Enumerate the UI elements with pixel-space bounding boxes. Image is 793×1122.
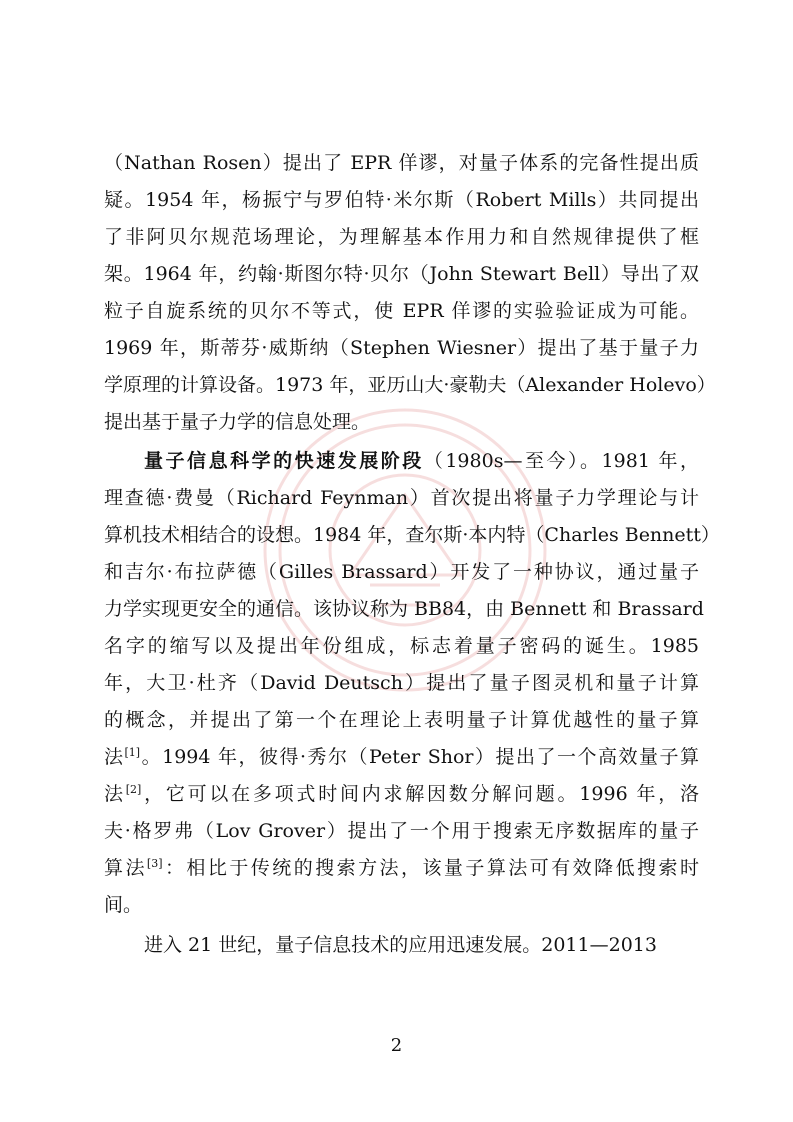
text-line: （Nathan Rosen）提出了 EPR 佯谬，对量子体系的完备性提出质	[104, 152, 699, 174]
text-line: 了非阿贝尔规范场理论，为理解基本作用力和自然规律提供了框	[104, 226, 699, 248]
citation-ref-3: [3]	[146, 857, 163, 870]
citation-ref-1: [1]	[124, 746, 141, 759]
text-line: 学原理的计算设备。1973 年，亚历山大·豪勒夫（Alexander Holevo）	[104, 374, 716, 396]
ref-line-text: 算法	[104, 857, 147, 879]
text-line: 理查德·费曼（Richard Feynman）首次提出将量子力学理论与计	[104, 487, 699, 509]
text-line: 夫·格罗弗（Lov Grover）提出了一个用于搜索无序数据库的量子	[104, 820, 699, 842]
text-line: 1969 年，斯蒂芬·威斯纳（Stephen Wiesner）提出了基于量子力	[104, 337, 699, 359]
ref-line-text: ，它可以在多项式时间内求解因数分解问题。1996 年，洛	[141, 783, 699, 805]
text-line: 提出基于量子力学的信息处理。	[104, 411, 371, 433]
section-heading: 量子信息科学的快速发展阶段	[144, 450, 424, 472]
text-line: 疑。1954 年，杨振宁与罗伯特·米尔斯（Robert Mills）共同提出	[104, 189, 699, 211]
text-line: 名字的缩写以及提出年份组成，标志着量子密码的诞生。1985	[104, 635, 699, 657]
citation-ref-2: [2]	[125, 783, 142, 796]
paragraph-heading-line	[104, 443, 699, 480]
text-line: 算机技术相结合的设想。1984 年，查尔斯·本内特（Charles Bennett）	[104, 524, 720, 546]
page-number: 2	[390, 1035, 403, 1056]
text-line-with-ref	[104, 850, 699, 887]
text-line: 力学实现更安全的通信。该协议称为 BB84，由 Bennett 和 Brassard	[104, 598, 704, 620]
text-line: 粒子自旋系统的贝尔不等式，使 EPR 佯谬的实验验证成为可能。	[104, 300, 699, 322]
text-line: 和吉尔·布拉萨德（Gilles Brassard）开发了一种协议，通过量子	[104, 561, 699, 583]
ref-line-text: 法	[104, 783, 126, 805]
ref-line-text: 。1994 年，彼得·秀尔（Peter Shor）提出了一个高效量子算	[140, 746, 699, 768]
text-line-with-ref	[104, 776, 699, 813]
heading-line-text: （1980s—至今）。1981 年，	[423, 450, 699, 472]
ref-line-text: ：相比于传统的搜索方法，该量子算法可有效降低搜索时	[162, 857, 699, 879]
text-line: 年，大卫·杜齐（David Deutsch）提出了量子图灵机和量子计算	[104, 672, 699, 694]
text-line: 架。1964 年，约翰·斯图尔特·贝尔（John Stewart Bell）导出了双	[104, 263, 699, 285]
ref-line-text: 法	[104, 746, 125, 768]
text-line: 间。	[104, 894, 143, 916]
text-line: 的概念，并提出了第一个在理论上表明量子计算优越性的量子算	[104, 709, 699, 731]
text-line: 进入 21 世纪，量子信息技术的应用迅速发展。2011—2013	[144, 934, 657, 956]
text-line-with-ref	[104, 739, 699, 776]
